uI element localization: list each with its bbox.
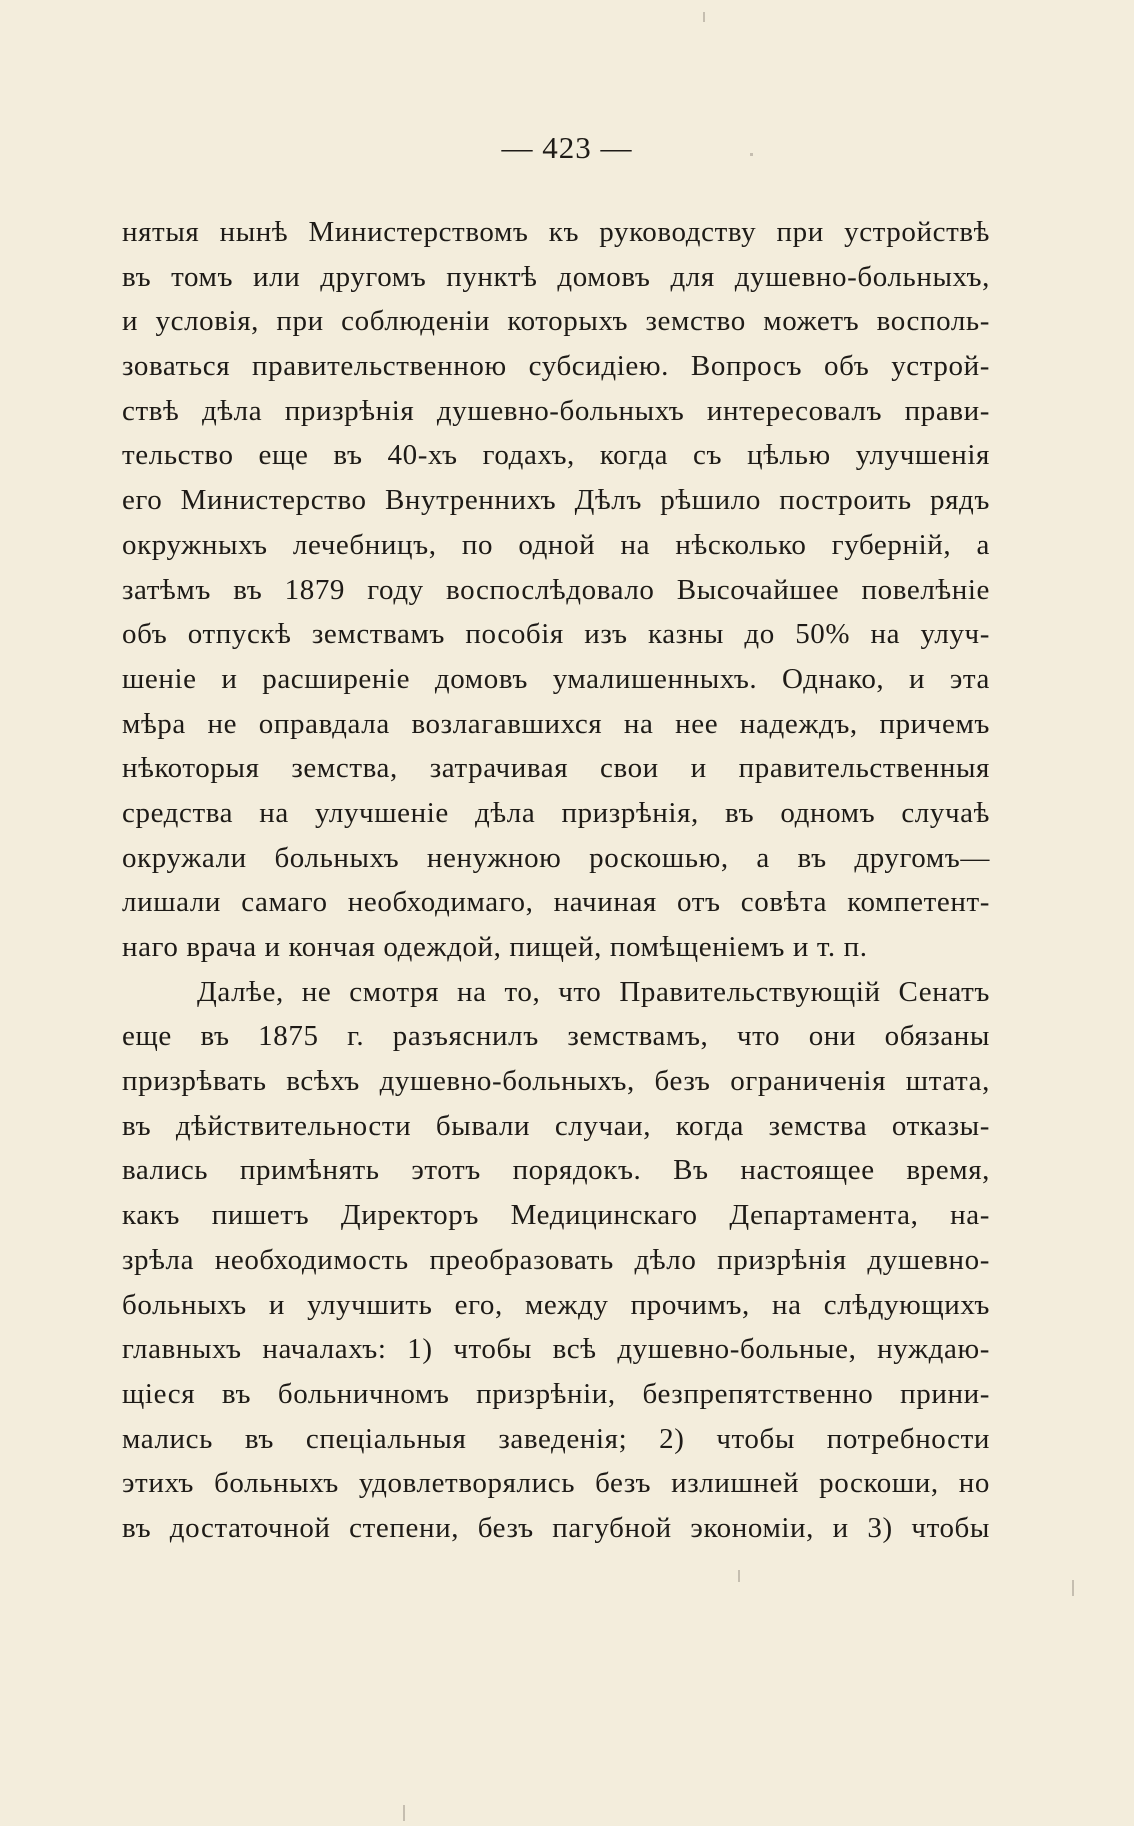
paper-speck (1072, 1580, 1074, 1596)
paragraph-end-line: наго врача и кончая одеждой, пищей, помѣщеніемъ и т. п. (122, 931, 868, 963)
text-line: нѣкоторыя земства, затрачивая свои и правительственныя (122, 752, 990, 785)
page-number: — 423 — (501, 130, 633, 165)
text-line: зоваться правительственною субсидіею. Вопросъ объ устрой- (122, 350, 990, 383)
text-line: вались примѣнять этотъ порядокъ. Въ настоящее время, (122, 1154, 990, 1187)
text-line: его Министерство Внутреннихъ Дѣлъ рѣшило построить рядъ (122, 484, 990, 517)
text-line: окружали больныхъ ненужною роскошью, а въ другомъ— (122, 841, 990, 874)
text-line: какъ пишетъ Директоръ Медицинскаго Департамента, на- (122, 1199, 990, 1232)
text-line: тельство еще въ 40-хъ годахъ, когда съ цѣлью улучшенія (122, 439, 990, 472)
text-line: въ томъ или другомъ пунктѣ домовъ для душевно-больныхъ, (122, 260, 990, 293)
text-line: главныхъ началахъ: 1) чтобы всѣ душевно-больные, нуждаю- (122, 1333, 990, 1366)
paper-speck (738, 1570, 740, 1582)
paper-speck (750, 153, 753, 156)
text-line: ствѣ дѣла призрѣнія душевно-больныхъ интересовалъ прави- (122, 394, 990, 427)
text-line: шеніе и расширеніе домовъ умалишенныхъ. Однако, и эта (122, 662, 990, 695)
text-line: нятыя нынѣ Министерствомъ къ руководству при устройствѣ (122, 216, 990, 248)
text-line: щіеся въ больничномъ призрѣніи, безпрепятственно прини- (122, 1377, 990, 1410)
text-line: мѣра не оправдала возлагавшихся на нее надеждъ, причемъ (122, 707, 990, 740)
text-line: средства на улучшеніе дѣла призрѣнія, въ одномъ случаѣ (122, 796, 990, 829)
text-line: еще въ 1875 г. разъяснилъ земствамъ, что они обязаны (122, 1020, 990, 1053)
text-line: зрѣла необходимость преобразовать дѣло призрѣнія душевно- (122, 1243, 990, 1276)
text-line: въ достаточной степени, безъ пагубной экономіи, и 3) чтобы (122, 1511, 990, 1544)
text-line: и условія, при соблюденіи которыхъ земство можетъ восполь- (122, 305, 990, 338)
text-line: мались въ спеціальныя заведенія; 2) чтобы потребности (122, 1422, 990, 1455)
text-line: больныхъ и улучшить его, между прочимъ, на слѣдующихъ (122, 1288, 990, 1321)
body-text (122, 210, 990, 1551)
text-line: затѣмъ въ 1879 году воспослѣдовало Высочайшее повелѣніе (122, 573, 990, 606)
text-line: этихъ больныхъ удовлетворялись безъ излишней роскоши, но (122, 1467, 990, 1500)
text-line: объ отпускѣ земствамъ пособія изъ казны до 50% на улуч- (122, 618, 990, 651)
paper-speck (703, 12, 705, 22)
text-line: въ дѣйствительности бывали случаи, когда земства отказы- (122, 1109, 990, 1142)
text-line: призрѣвать всѣхъ душевно-больныхъ, безъ ограниченія штата, (122, 1065, 990, 1098)
paragraph-start-line: Далѣе, не смотря на то, что Правительствующій Сенатъ (197, 975, 990, 1008)
text-line: лишали самаго необходимаго, начиная отъ совѣта компетент- (122, 886, 990, 919)
paper-speck (403, 1805, 405, 1821)
text-line: окружныхъ лечебницъ, по одной на нѣсколько губерній, а (122, 528, 990, 561)
